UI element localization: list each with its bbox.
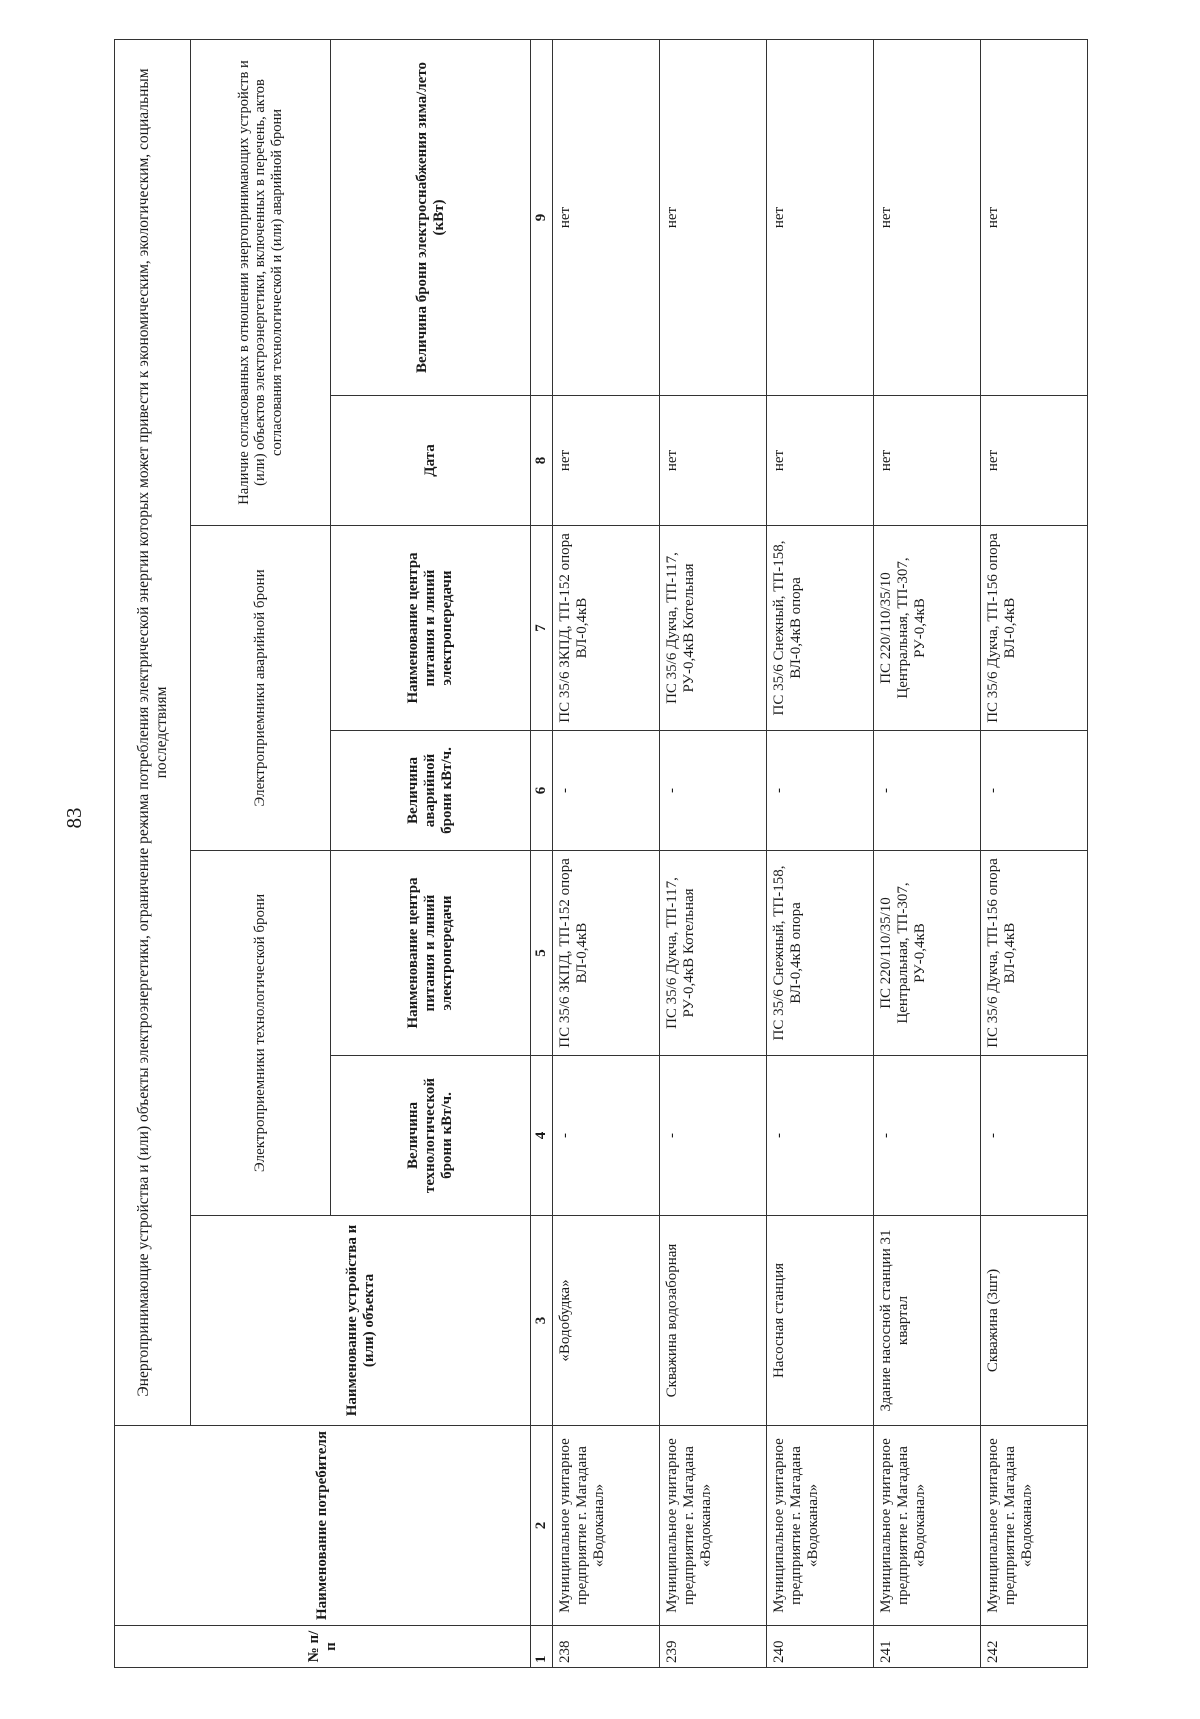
row-approval-date: нет — [981, 396, 1088, 526]
row-emergency-center: ПС 220/110/35/10 Центральная, ТП-307, РУ-0,4кВ — [874, 526, 981, 731]
row-tech-center: ПС 35/6 Дукча, ТП-156 опора ВЛ-0,4кВ — [981, 851, 1088, 1056]
row-consumer: Муниципальное унитарное предприятие г. Магадана «Водоканал» — [660, 1426, 767, 1626]
header-tech-center: Наименование центра питания и линий электропередачи — [331, 851, 531, 1056]
header-approval-date: Дата — [331, 396, 531, 526]
row-emergency-value: - — [981, 731, 1088, 851]
row-approval-value: нет — [660, 39, 767, 395]
row-object: Насосная станция — [767, 1216, 874, 1426]
header-object: Наименование устройства и (или) объекта — [191, 1216, 531, 1426]
row-object: Скважина водозаборная — [660, 1216, 767, 1426]
row-tech-value: - — [553, 1056, 660, 1216]
row-object: Здание насосной станции 31 квартал — [874, 1216, 981, 1426]
column-number: 2 — [531, 1426, 553, 1626]
header-tech-value: Величина технологической брони кВт/ч. — [331, 1056, 531, 1216]
row-emergency-value: - — [874, 731, 981, 851]
row-consumer: Муниципальное унитарное предприятие г. Магадана «Водоканал» — [553, 1426, 660, 1626]
row-emergency-center: ПС 35/6 Снежный, ТП-158, ВЛ-0,4кВ опора — [767, 526, 874, 731]
row-object: Скважина (3шт) — [981, 1216, 1088, 1426]
row-approval-value: нет — [874, 39, 981, 395]
row-consumer: Муниципальное унитарное предприятие г. Магадана «Водоканал» — [874, 1426, 981, 1626]
table-row — [660, 39, 767, 1667]
page-number: 83 — [62, 807, 86, 829]
row-tech-value: - — [874, 1056, 981, 1216]
row-approval-date: нет — [767, 396, 874, 526]
row-approval-value: нет — [767, 39, 874, 395]
row-number: 238 — [553, 1626, 660, 1668]
column-number: 6 — [531, 731, 553, 851]
header-tech-group: Электроприемники технологической брони — [191, 851, 331, 1216]
row-approval-value: нет — [981, 39, 1088, 395]
row-approval-value: нет — [553, 39, 660, 395]
row-emergency-value: - — [660, 731, 767, 851]
row-tech-value: - — [660, 1056, 767, 1216]
column-number: 8 — [531, 396, 553, 526]
header-consumer: Наименование потребителя — [115, 1426, 531, 1626]
row-emergency-value: - — [767, 731, 874, 851]
row-emergency-center: ПС 35/6 Дукча, ТП-156 опора ВЛ-0,4кВ — [981, 526, 1088, 731]
row-approval-date: нет — [553, 396, 660, 526]
row-tech-center: ПС 35/6 Дукча, ТП-117, РУ-0,4кВ Котельная — [660, 851, 767, 1056]
header-emergency-group: Электроприемники аварийной брони — [191, 526, 331, 851]
table-row — [767, 39, 874, 1667]
row-tech-value: - — [767, 1056, 874, 1216]
row-number: 239 — [660, 1626, 767, 1668]
table-row — [874, 39, 981, 1667]
row-number: 240 — [767, 1626, 874, 1668]
row-emergency-center: ПС 35/6 ЗКПД, ТП-152 опора ВЛ-0,4кВ — [553, 526, 660, 731]
header-emergency-center: Наименование центра питания и линий электропередачи — [331, 526, 531, 731]
energy-consumers-table — [114, 39, 1088, 1668]
row-emergency-center: ПС 35/6 Дукча, ТП-117, РУ-0,4кВ Котельная — [660, 526, 767, 731]
header-approval-group: Наличие согласованных в отношении энергопринимающих устройств и (или) объектов электроэнергетики, включенных в перечень, актов согласования технологической и (или) аварийной брони — [191, 39, 331, 525]
row-object: «Водобудка» — [553, 1216, 660, 1426]
column-number: 5 — [531, 851, 553, 1056]
column-number: 3 — [531, 1216, 553, 1426]
column-number-row — [531, 39, 553, 1667]
row-number: 242 — [981, 1626, 1088, 1668]
header-main-title: Энергопринимающие устройства и (или) объекты электроэнергетики, ограничение режима потребления электрической энергии которых может привести к экономическим, экологическим, социальным последствиям — [115, 39, 191, 1425]
column-number: 9 — [531, 39, 553, 395]
row-approval-date: нет — [874, 396, 981, 526]
header-number: № п/п — [115, 1626, 531, 1668]
row-number: 241 — [874, 1626, 981, 1668]
table-row — [981, 39, 1088, 1667]
column-number: 7 — [531, 526, 553, 731]
row-consumer: Муниципальное унитарное предприятие г. Магадана «Водоканал» — [981, 1426, 1088, 1626]
table-row — [553, 39, 660, 1667]
header-approval-value: Величина брони электроснабжения зима/лето (кВт) — [331, 39, 531, 395]
row-emergency-value: - — [553, 731, 660, 851]
row-tech-center: ПС 35/6 Снежный, ТП-158, ВЛ-0,4кВ опора — [767, 851, 874, 1056]
row-approval-date: нет — [660, 396, 767, 526]
column-number: 4 — [531, 1056, 553, 1216]
row-tech-center: ПС 220/110/35/10 Центральная, ТП-307, РУ-0,4кВ — [874, 851, 981, 1056]
header-emergency-value: Величина аварийной брони кВт/ч. — [331, 731, 531, 851]
rotated-table-container — [114, 40, 1088, 1668]
column-number: 1 — [531, 1626, 553, 1668]
row-tech-center: ПС 35/6 ЗКПД, ТП-152 опора ВЛ-0,4кВ — [553, 851, 660, 1056]
row-consumer: Муниципальное унитарное предприятие г. Магадана «Водоканал» — [767, 1426, 874, 1626]
row-tech-value: - — [981, 1056, 1088, 1216]
